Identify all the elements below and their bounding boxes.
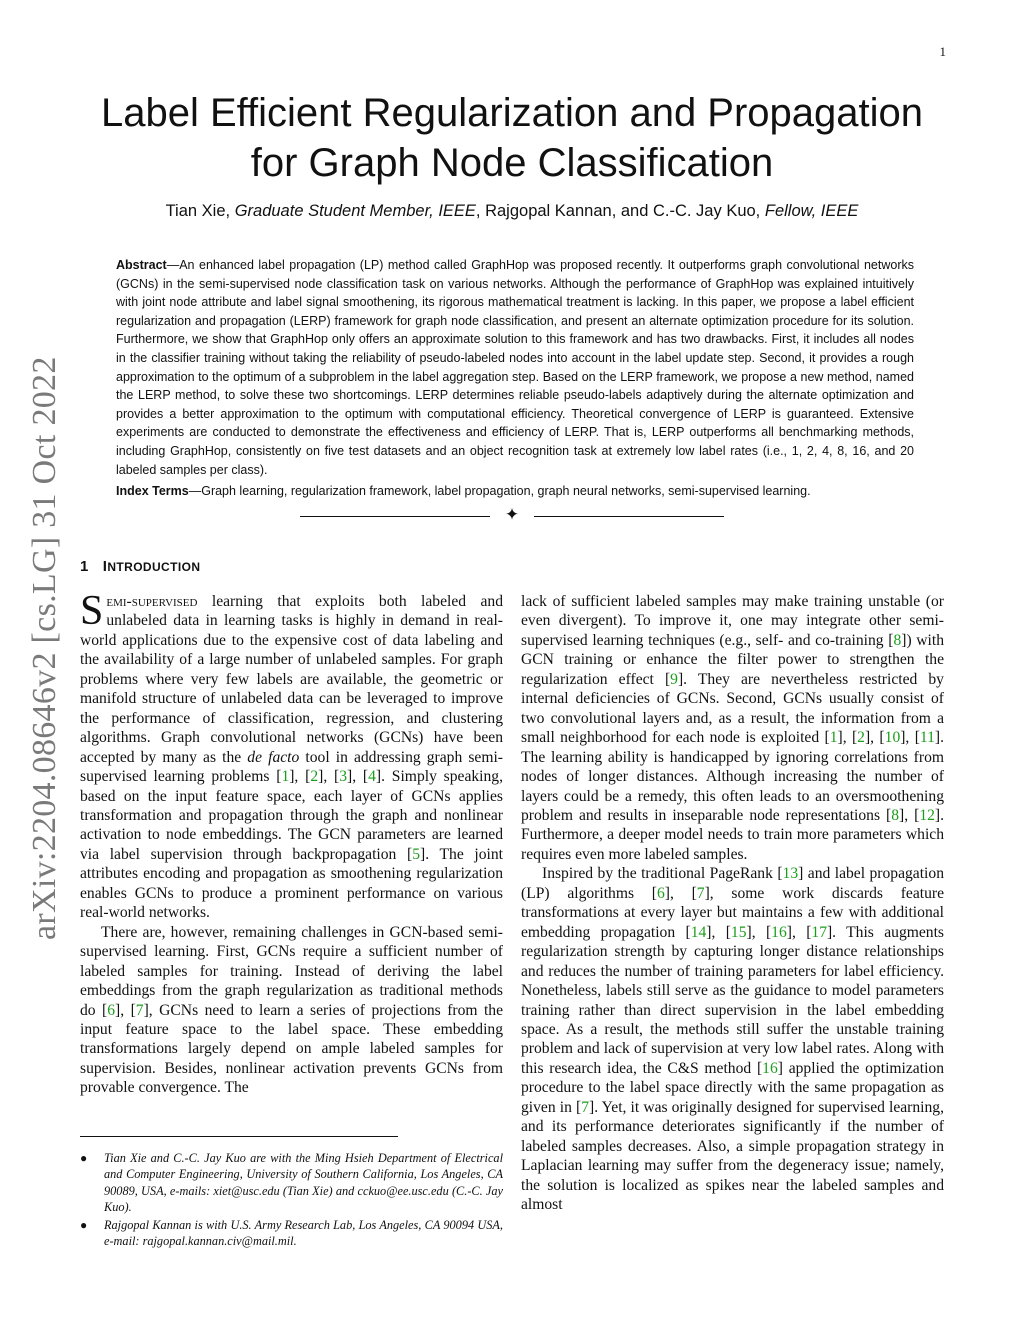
- page-number: 1: [939, 44, 946, 59]
- citation-link[interactable]: 2: [310, 768, 319, 786]
- separator-line-left: [300, 516, 490, 517]
- text-run: learning that exploits both labeled and unlabeled data in learning tasks is highly in demand in real-world applications due to the expensive cost of data labeling and the availability of a large number of unlabeled samples. For graph problems where very few labels are available, the geometric or manifold structure of unlabeled data can be leveraged to improve the performance of classification, regression, and clustering algorithms. Graph convolutional networks (GCNs) have been accepted by many as the: [80, 593, 503, 766]
- text-run: The learning ability is handicapped by ignoring correlations from nodes of longer distances. Although increasing the number of layers could be a remedy, this often leads to an oversmoothening problem and results in inseparable node representations: [521, 748, 944, 824]
- citation-link[interactable]: 16: [771, 923, 787, 941]
- section-heading: [80, 558, 200, 575]
- arxiv-identifier: arXiv:2204.08646v2 [cs.LG] 31 Oct 2022: [26, 356, 63, 940]
- citation-link[interactable]: 6: [656, 884, 665, 902]
- right-column: [521, 592, 944, 1215]
- index-terms: [116, 482, 914, 500]
- author-1-role: Graduate Student Member, IEEE: [234, 202, 476, 220]
- citation-link[interactable]: 7: [696, 884, 705, 902]
- section-separator: [300, 506, 724, 528]
- text-run: Inspired by the traditional PageRank: [542, 865, 778, 883]
- smallcaps-lead: emi-supervised: [106, 593, 198, 610]
- title-line-1: Label Efficient Regularization and Propagation: [100, 91, 924, 135]
- title-line-2: for Graph Node Classification: [250, 141, 774, 185]
- abstract-label: Abstract: [116, 258, 167, 272]
- intro-paragraph-3: lack of sufficient labeled samples may make training unstable (or even divergent). To improve it, one may integrate other semi-supervised learning techniques (e.g., self- and co-training [8]) with GCN training or enhance the filter power to strengthen the regularization effect [9]. They are nevertheless restricted by internal deficiencies of GCNs. Second, GCNs usually consist of two convolutional layers and, as a result, the information from a small neighborhood for each node is exploited [1], [2], [10], [11]. The learning ability is handicapped by ignoring correlations from nodes of longer distances. Although increasing the number of layers could be a remedy, this often leads to an oversmoothening problem and results in inseparable node representations [8], [12]. Furthermore, a deeper model needs to train more parameters which requires even more labeled samples.: [521, 593, 945, 863]
- text-run: tool in addressing graph semi-supervised learning problems: [80, 748, 503, 786]
- citation-link[interactable]: 10: [884, 729, 901, 747]
- author-1: Tian Xie,: [165, 202, 231, 220]
- footnote-text: Rajgopal Kannan is with U.S. Army Research Lab, Los Angeles, CA 90094 USA, e-mail: rajgopal.kannan.civ@mail.mil.: [104, 1217, 503, 1249]
- citation-link[interactable]: 12: [919, 806, 935, 824]
- text-run: lack of sufficient labeled samples may make training unstable (or even divergent). To improve it, one may integrate other semi-supervised learning techniques (e.g., self- and co-training: [521, 593, 944, 649]
- citation-link[interactable]: 13: [782, 865, 799, 883]
- citation-link[interactable]: 16: [762, 1059, 778, 1077]
- footnote-text: Tian Xie and C.-C. Jay Kuo are with the Ming Hsieh Department of Electrical and Computer Engineering, University of Southern California, Los Angeles, CA 90089, USA, e-mails: xiet@usc.edu (Tian Xie) and cckuo@ee.usc.edu (C.-C. Jay Kuo).: [104, 1151, 503, 1215]
- text-run: This augments regularization strength by capturing longer distance relationships and reduces the number of training parameters for label efficiency. Nonetheless, labels still serve as the guidance to model parameters training rather than direct supervision in the label embedding space. As a result, the methods still suffer the unstable training problem and lack of supervision at very low label rates. Along with this research idea, the C&S method: [521, 923, 944, 1077]
- index-terms-text: —Graph learning, regularization framework, label propagation, graph neural networks, semi-supervised learning.: [188, 484, 811, 498]
- bullet-icon: ●: [80, 1151, 88, 1165]
- citation-link[interactable]: 11: [919, 729, 935, 747]
- text-run: applied the optimization procedure to the label space directly with the same propagation as given in: [521, 1059, 944, 1116]
- citation-link[interactable]: 14: [690, 923, 707, 941]
- author-list: [100, 202, 924, 221]
- footnotes: [80, 1150, 503, 1250]
- section-number: 1: [80, 558, 89, 575]
- text-run: ) with GCN training or enhance the filter power to strengthen the regularization effect: [521, 631, 944, 688]
- text-run: Furthermore, a deeper model needs to train more parameters which requires even more labeled samples.: [521, 826, 944, 863]
- citation-link[interactable]: 7: [135, 1001, 144, 1019]
- intro-paragraph-2: There are, however, remaining challenges in GCN-based semi-supervised learning. First, GCNs require a sufficient number of labeled samples for training. Instead of deriving the label embeddings from the graph regularization as traditional methods do [6], [7], GCNs need to learn a series of projections from the input feature space to the label space. These embedding transformations largely depend on ample labeled samples for supervision. Besides, nonlinear activation prevents GCNs from provable convergence. The: [80, 923, 504, 1097]
- citation-link[interactable]: 9: [670, 670, 678, 688]
- bullet-icon: ●: [80, 1217, 88, 1232]
- citation-link[interactable]: 15: [730, 923, 747, 941]
- citation-link[interactable]: 7: [581, 1098, 589, 1116]
- citation-link[interactable]: 4: [368, 768, 376, 786]
- text-run: , GCNs need to learn a series of projections from the input feature space to the label space. These embedding transformations largely depend on ample labeled samples for supervision. Besides, nonlinear activation prevents GCNs from provable convergence. The: [80, 1001, 504, 1097]
- citation-link[interactable]: 1: [829, 729, 838, 747]
- citation-link[interactable]: 8: [893, 631, 902, 649]
- separator-star-icon: ✦: [504, 505, 520, 525]
- footnote-rule: [80, 1136, 398, 1137]
- text-run: some work discards feature transformations at every layer but maintains a few with additional embedding propagation: [521, 884, 944, 941]
- index-terms-label: Index Terms: [116, 484, 189, 498]
- text-run: . They are nevertheless restricted by internal deficiencies of GCNs. Second, GCNs usually consist of two convolutional layers and, as a result, the information from a small neighborhood for each node is exploited: [521, 670, 944, 747]
- text-run: Simply speaking, based on the input feature space, each layer of GCNs applies transformation and propagation through the graph and nonlinear activation to node embeddings. The GCN parameters are learned via label supervision through backpropagation: [80, 768, 503, 863]
- text-run: There are, however, remaining challenges in GCN-based semi-supervised learning. First, GCNs require a sufficient number of labeled samples for training. Instead of deriving the label embeddings from the graph regularization as traditional methods do: [80, 923, 503, 1019]
- italic-term: de facto: [247, 748, 300, 766]
- text-run: and label propagation (LP) algorithms: [521, 865, 944, 902]
- footnote-item: [80, 1217, 503, 1250]
- text-run: The joint attributes encoding and propagation as smoothening regularization enables GCNs to produce a prominent performance on various real-world networks.: [80, 845, 503, 922]
- separator-line-right: [534, 516, 724, 517]
- authors-2-3: , Rajgopal Kannan, and C.-C. Jay Kuo,: [475, 202, 761, 220]
- abstract: [116, 256, 914, 479]
- citation-link[interactable]: 17: [811, 923, 827, 941]
- citation-link[interactable]: 6: [107, 1001, 116, 1019]
- intro-paragraph-4: Inspired by the traditional PageRank [13] and label propagation (LP) algorithms [6], [7], some work discards feature transformations at every layer but maintains a few with additional embedding propagation [14], [15], [16], [17]. This augments regularization strength by capturing longer distance relationships and reduces the number of training parameters for label efficiency. Nonetheless, labels still serve as the guidance to model parameters training rather than direct supervision in the label embedding space. As a result, the methods still suffer the unstable training problem and lack of supervision at very low label rates. Along with this research idea, the C&S method [16] applied the optimization procedure to the label space directly with the same propagation as given in [7]. Yet, it was originally designed for supervised learning, and its performance deteriorates significantly if the number of labeled samples decreases. Also, a simple propagation strategy in Laplacian learning may suffer from the degeneracy issue; namely, the solution is localized as spikes near the labeled samples and almost: [521, 865, 945, 1214]
- section-title-rest: NTRODUCTION: [107, 560, 201, 574]
- citation-link[interactable]: 8: [891, 806, 900, 824]
- drop-cap: S: [80, 588, 104, 634]
- citation-link[interactable]: 3: [339, 768, 348, 786]
- left-column: [80, 588, 504, 1098]
- citation-link[interactable]: 5: [412, 845, 421, 863]
- citation-link[interactable]: 1: [281, 768, 290, 786]
- abstract-text: —An enhanced label propagation (LP) method called GraphHop was proposed recently. It outperforms graph convolutional networks (GCNs) in the semi-supervised node classification task on various networks. Although the performance of GraphHop was explained intuitively with joint node attribute and label signal smoothening, its rigorous mathematical treatment is lacking. In this paper, we propose a label efficient regularization and propagation (LERP) framework for graph node classification, and present an alternate optimization procedure for its solution. Furthermore, we show that GraphHop only offers an approximate solution to this framework and has two drawbacks. First, it includes all nodes in the classifier training without taking the reliability of pseudo-labeled nodes into account in the label update step. Second, it provides a rough approximation to the optimum of a subproblem in the label aggregation step. Based on the LERP framework, we propose a new method, named the LERP method, to solve these two shortcomings. LERP determines reliable pseudo-labels adaptively during the alternate optimization and provides a better approximation to the optimum with computational efficiency. Theoretical convergence of LERP is guaranteed. Extensive experiments are conducted to demonstrate the effectiveness and efficiency of LERP. That is, LERP outperforms all benchmarking methods, including GraphHop, consistently on five test datasets and an object recognition task at extremely low label rates (i.e., 1, 2, 4, 8, 16, and 20 labeled samples per class).: [116, 258, 914, 477]
- citation-link[interactable]: 2: [857, 729, 865, 747]
- section-title-initial: I: [102, 558, 108, 575]
- author-3-role: Fellow, IEEE: [764, 202, 859, 220]
- paper-title: [100, 88, 924, 188]
- intro-paragraph-1: Semi-supervised learning that exploits both labeled and unlabeled data in learning tasks is highly in demand in real-world applications due to the expensive cost of data labeling and the availability of a large number of unlabeled samples. For graph problems where very few labels are available, the geometric or manifold structure of unlabeled data can be leveraged to improve the performance of classification, regression, and clustering algorithms. Graph convolutional networks (GCNs) have been accepted by many as the de facto tool in addressing graph semi-supervised learning problems [1], [2], [3], [4]. Simply speaking, based on the input feature space, each layer of GCNs applies transformation and propagation through the graph and nonlinear activation to node embeddings. The GCN parameters are learned via label supervision through backpropagation [5]. The joint attributes encoding and propagation as smoothening regularization enables GCNs to produce a prominent performance on various real-world networks.: [80, 588, 503, 922]
- footnote-item: [80, 1150, 503, 1216]
- text-run: . Yet, it was originally designed for supervised learning, and its performance deteriorates significantly if the number of labeled samples decreases. Also, a simple propagation strategy in Laplacian learning may suffer from the degeneracy issue; namely, the solution is localized as spikes near the labeled samples and almost: [521, 1098, 945, 1214]
